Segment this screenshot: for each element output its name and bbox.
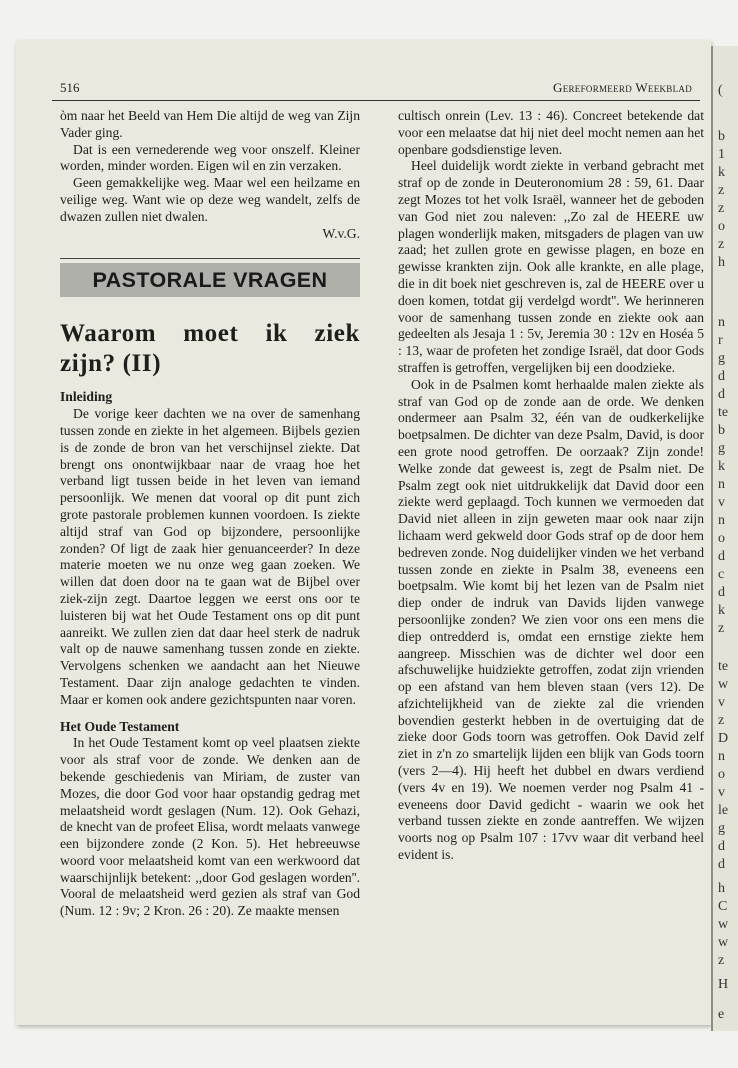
edge-letter: h [718, 255, 725, 270]
subheading-inleiding: Inleiding [60, 389, 113, 405]
edge-letter: z [718, 201, 725, 216]
edge-letter: z [718, 183, 725, 198]
edge-letter: ( [718, 83, 723, 98]
author-signature: W.v.G. [322, 225, 360, 241]
body-paragraph: Heel duidelijk wordt ziekte in verband gebracht met straf op de zonde in Deuteronomium 28 : 59, 61. Daar zegt Mozes tot het volk Israël, wanneer het de geboden van God niet zou naleven: ,,Zo zal de HEERE uw plagen wonderlijk maken, mitsgaders de plagen van uw zaad; het zullen grote en gewisse plagen, en boze en gewisse krankten zijn. Ook alle krankte, en alle plage, die in dit boek niet geschreven is, zal de HEERE over u doen komen, totdat gij verdelgd wordt''. We herinneren voor de samenhang tussen zonde en ziekte ook aan gedeelten als Jesaja 1 : 5v, Jeremia 30 : 12v en Hoséa 5 : 13, waar de profeten het zondige Israël, dat door Gods straffen is getroffen, vergelijken bij een doodzieke. [398, 158, 704, 375]
edge-letter: g [718, 351, 725, 366]
publication-title: Gereformeerd Weekblad [553, 80, 692, 95]
edge-letter: n [718, 749, 725, 764]
edge-letter: z [718, 621, 725, 636]
edge-letter: te [718, 405, 729, 420]
edge-letter: le [718, 803, 729, 818]
banner-rule [60, 258, 360, 259]
intro-paragraph: Geen gemakkelijke weg. Maar wel een heilzame en veilige weg. Want wie op deze weg wandelt, zelfs de dwazen zullen niet dwalen. [60, 175, 360, 224]
intro-paragraph: Dat is een vernederende weg voor onszelf. Kleiner worden, minder worden. Eigen wil en zin verzaken. [60, 141, 360, 174]
edge-letter: w [718, 917, 729, 932]
edge-letter: d [718, 549, 725, 564]
body-paragraph: cultisch onrein (Lev. 13 : 46). Concreet betekende dat voor een melaatse dat hij niet deel mocht nemen aan het openbare godsdienstige leven. [398, 108, 704, 157]
edge-letter: w [718, 677, 729, 692]
edge-letter: n [718, 477, 725, 492]
edge-letter: D [718, 731, 729, 746]
edge-letter: z [718, 713, 725, 728]
article-title: Waarom moet ik ziek zijn? (II) [60, 320, 360, 378]
edge-letter: z [718, 237, 725, 252]
body-paragraph: Ook in de Psalmen komt herhaalde malen ziekte als straf van God op de zonde aan de orde. We denken ondermeer aan Psalm 32, één van de oudkerkelijke boetpsalmen. De dichter van deze Psalm, David, is door een grote nood getroffen. De oorzaak? Zijn zonde! Welke zonde dat geweest is, zegt de Psalm niet. De Psalm zegt ook niet uitdrukkelijk dat David door een ziekte werd geplaagd. Toch kunnen we vermoeden dat David niet alleen in zijn geweten maar ook naar zijn lichaam werd gekweld door Gods straf op de door hem bedreven zonde. Nog duidelijker vinden we het verband tussen zonde en ziekte in Psalm 38, eveneens een boetpsalm. Wie komt bij het lezen van de Psalm niet diep onder de indruk van Davids lijden vanwege persoonlijke zonden? We zien voor ons een mens die diep ontredderd is, omdat een ernstige ziekte hem aangreep. Misschien was de dichter wel door een afschuwelijke huidziekte getroffen, zodat zijn vrienden op een afstand van hem bleven staan (vers 12). De afzichtelijkheid van de ziekte zal die vrienden bovendien gesterkt hebben in de overtuiging dat de zieke door Gods toorn was getroffen. Ook David zelf ziet in z'n zo smartelijk lijden een blijk van Gods toorn (vers 2—4). Hij heeft het dubbel en dwars verdiend (vers 4v en 19). We noemen verder nog Psalm 41 - eveneens door David gedicht - waarin we ook het verband tussen ziekte en zonde aantreffen. We wijzen voorts nog op Psalm 107 : 17vv waar dit verband heel evident is. [398, 376, 704, 863]
edge-letter: d [718, 369, 725, 384]
edge-letter: g [718, 821, 725, 836]
edge-letter: e [718, 1007, 725, 1022]
edge-letter: n [718, 513, 725, 528]
edge-letter: o [718, 531, 725, 546]
edge-letter: c [718, 567, 725, 582]
subheading-oude-testament: Het Oude Testament [60, 718, 180, 734]
body-paragraph: De vorige keer dachten we na over de samenhang tussen zonde en ziekte in het algemeen. Bijbels gezien is de zonde de bron van het verschijnsel ziekte. Dat brengt ons onontwijkbaar naar de vraag hoe het verband ligt tussen beide in het leven van iemand persoonlijk. We menen dat vooral op dit punt zich grote pastorale problemen kunnen voordoen. Is ziekte altijd straf van God op bijzondere, persoonlijke zonden? Of ligt de zaak hier genuanceerder? In deze materie moeten we nu onze weg gaan zoeken. We willen dat doen door na te gaan wat de Bijbel over ziek-zijn zegt. Daartoe leggen we eerst ons oor te luisteren bij wat het Oude Testament ons op dit punt aanreikt. We zullen zien dat daar heel sterk de nadruk valt op de nauwe samenhang tussen zonde en ziekte. Vervolgens schenken we aandacht aan het Nieuwe Testament. Daar zijn analoge gedachten te vinden. Maar er komen ook andere gezichtspunten naar voren. [60, 406, 360, 707]
section-banner-block [60, 258, 360, 297]
edge-letter: k [718, 165, 725, 180]
edge-letter: 1 [718, 147, 725, 162]
edge-letter: d [718, 387, 725, 402]
edge-letter: b [718, 423, 725, 438]
edge-letter: k [718, 603, 725, 618]
running-header [52, 80, 702, 100]
edge-letter: v [718, 785, 725, 800]
right-column [398, 108, 704, 864]
edge-letter: z [718, 953, 725, 968]
edge-letter: d [718, 585, 725, 600]
header-rule [52, 100, 700, 101]
edge-letter: o [718, 219, 725, 234]
edge-letter: h [718, 881, 725, 896]
section-banner: PASTORALE VRAGEN [60, 263, 360, 297]
edge-letter: w [718, 935, 729, 950]
page-number: 516 [60, 80, 80, 95]
adjacent-page-edge [711, 46, 738, 1031]
edge-letter: o [718, 767, 725, 782]
edge-letter: n [718, 315, 725, 330]
edge-letter: te [718, 659, 729, 674]
intro-paragraph: òm naar het Beeld van Hem Die altijd de weg van Zijn Vader ging. [60, 108, 360, 140]
edge-letter: H [718, 977, 729, 992]
edge-letter: b [718, 129, 725, 144]
edge-letter: k [718, 459, 725, 474]
left-column [60, 108, 360, 920]
edge-letter: g [718, 441, 725, 456]
edge-letter: r [718, 333, 723, 348]
edge-letter: C [718, 899, 728, 914]
edge-letter: d [718, 857, 725, 872]
edge-letter: v [718, 695, 725, 710]
edge-letter: d [718, 839, 725, 854]
edge-letter: v [718, 495, 725, 510]
body-paragraph: In het Oude Testament komt op veel plaatsen ziekte voor als straf voor de zonde. We denken aan de bekende geschiedenis van Miriam, de zuster van Mozes, die door God voor haar opstandig gedrag met melaatsheid wordt geslagen (Num. 12). Ook Gehazi, de knecht van de profeet Elisa, wordt melaats vanwege een bijzondere zonde (2 Kon. 5). Het hebreeuwse woord voor melaatsheid komt van een werkwoord dat waarschijnlijk betekent: ,,door God geslagen worden''. Vooral de melaatsheid werd gezien als straf van God (Num. 12 : 9v; 2 Kron. 26 : 20). Ze maakte mensen [60, 735, 360, 919]
